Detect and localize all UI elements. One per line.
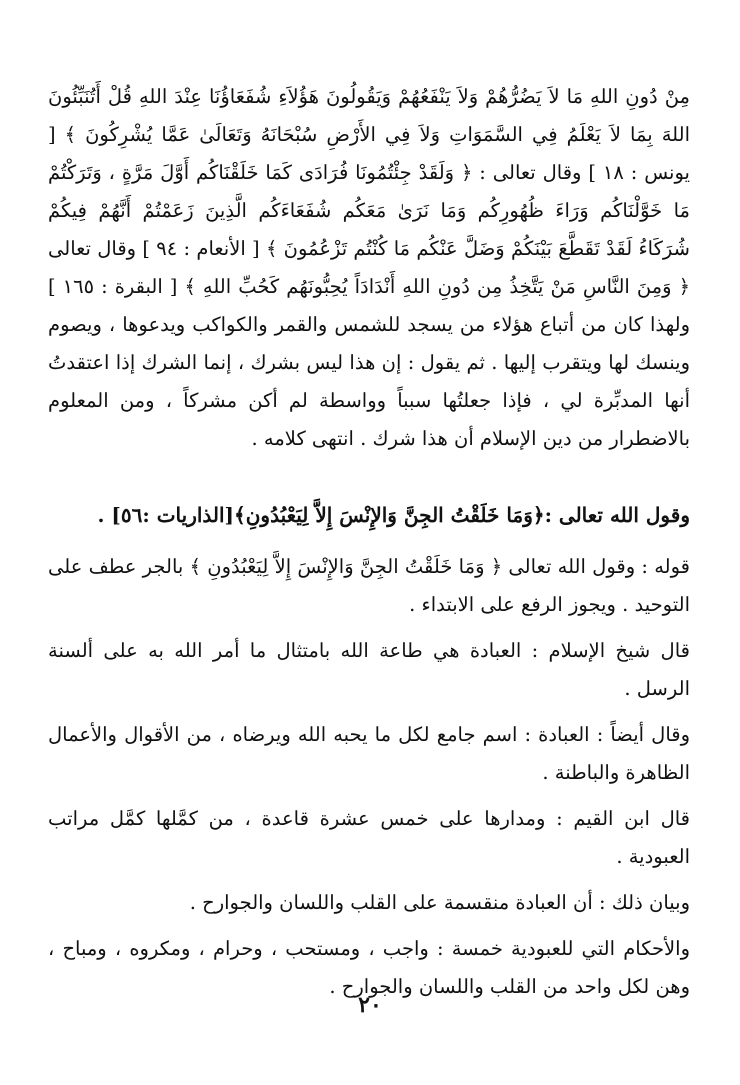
spacer bbox=[48, 922, 690, 930]
commentary-paragraph: قال شيخ الإسلام : العبادة هي طاعة الله بامتثال ما أمر الله به على ألسنة الرسل . bbox=[48, 639, 690, 700]
spacer bbox=[48, 534, 690, 548]
commentary-paragraph: والأحكام التي للعبودية خمسة : واجب ، ومستحب ، وحرام ، ومكروه ، ومباح ، وهن لكل واحد من القلب واللسان والجوارح . bbox=[48, 937, 690, 998]
chapter-heading: وقول الله تعالى :﴿وَمَا خَلَقْتُ الجِنَّ وَالإِنْسَ إِلاَّ لِيَعْبُدُونِ﴾[الذاريات :٥٦] . bbox=[97, 503, 690, 527]
page-number: ٢٠ bbox=[358, 992, 382, 1018]
spacer bbox=[48, 708, 690, 716]
book-page bbox=[48, 78, 690, 1006]
commentary-paragraph: قوله : وقول الله تعالى ﴿ وَمَا خَلَقْتُ الجِنَّ وَالإِنْسَ إِلاَّ لِيَعْبُدُونِ ﴾ بالجر عطف على التوحيد . ويجوز الرفع على الابتداء . bbox=[48, 555, 690, 616]
spacer bbox=[48, 624, 690, 632]
commentary-paragraph: قال ابن القيم : ومدارها على خمس عشرة قاعدة ، من كمَّلها كمَّل مراتب العبودية . bbox=[48, 807, 690, 868]
quote-paragraph: مِنْ دُونِ اللهِ مَا لاَ يَضُرُّهُمْ وَلاَ يَنْفَعُهُمْ وَيَقُولُونَ هَؤُلاَءِ شُفَعَاؤُنَا عِنْدَ اللهِ قُلْ أَتُنَبِّئُونَ اللهَ بِمَا لاَ يَعْلَمُ فِي السَّمَوَاتِ وَلاَ فِي الأَرْضِ سُبْحَانَهُ وَتَعَالَىٰ عَمَّا يُشْرِكُونَ ﴾ [ يونس : ١٨ ] وقال تعالى : ﴿ وَلَقَدْ جِئْتُمُونَا فُرَادَى كَمَا خَلَقْنَاكُم أَوَّلَ مَرَّةٍ ، وَتَرَكْتُمْ مَا خَوَّلْنَاكُم وَرَاءَ ظُهُورِكُم وَمَا نَرَىٰ مَعَكُم شُفَعَاءَكُم الَّذِينَ زَعَمْتُمْ أَنَّهُمْ فِيكُمْ شُرَكَاءُ لَقَدْ تَقَطَّعَ بَيْنَكُمْ وَضَلَّ عَنْكُم مَا كُنْتُم تَزْعُمُونَ ﴾ [ الأنعام : ٩٤ ] وقال تعالى ﴿ وَمِنَ النَّاسِ مَنْ يَتَّخِذُ مِن دُونِ اللهِ أَنْدَادَاً يُحِبُّونَهُم كَحُبِّ اللهِ ﴾ [ البقرة : ١٦٥ ] ولهذا كان من أتباع هؤلاء من يسجد للشمس والقمر والكواكب ويدعوها ، ويصوم وينسك لها ويتقرب إليها . ثم يقول : إن هذا ليس بشرك ، إنما الشرك إذا اعتقدتُ أنها المدبِّرة لي ، فإذا جعلتُها سبباً وواسطة لم أكن مشركاً ، ومن المعلوم بالاضطرار من دين الإسلام أن هذا شرك . انتهى كلامه . bbox=[48, 85, 690, 450]
spacer bbox=[48, 458, 690, 496]
spacer bbox=[48, 876, 690, 884]
commentary-paragraph: وقال أيضاً : العبادة : اسم جامع لكل ما يحبه الله ويرضاه ، من الأقوال والأعمال الظاهرة والباطنة . bbox=[48, 723, 690, 784]
commentary-paragraph: وبيان ذلك : أن العبادة منقسمة على القلب واللسان والجوارح . bbox=[189, 891, 690, 914]
spacer bbox=[48, 792, 690, 800]
